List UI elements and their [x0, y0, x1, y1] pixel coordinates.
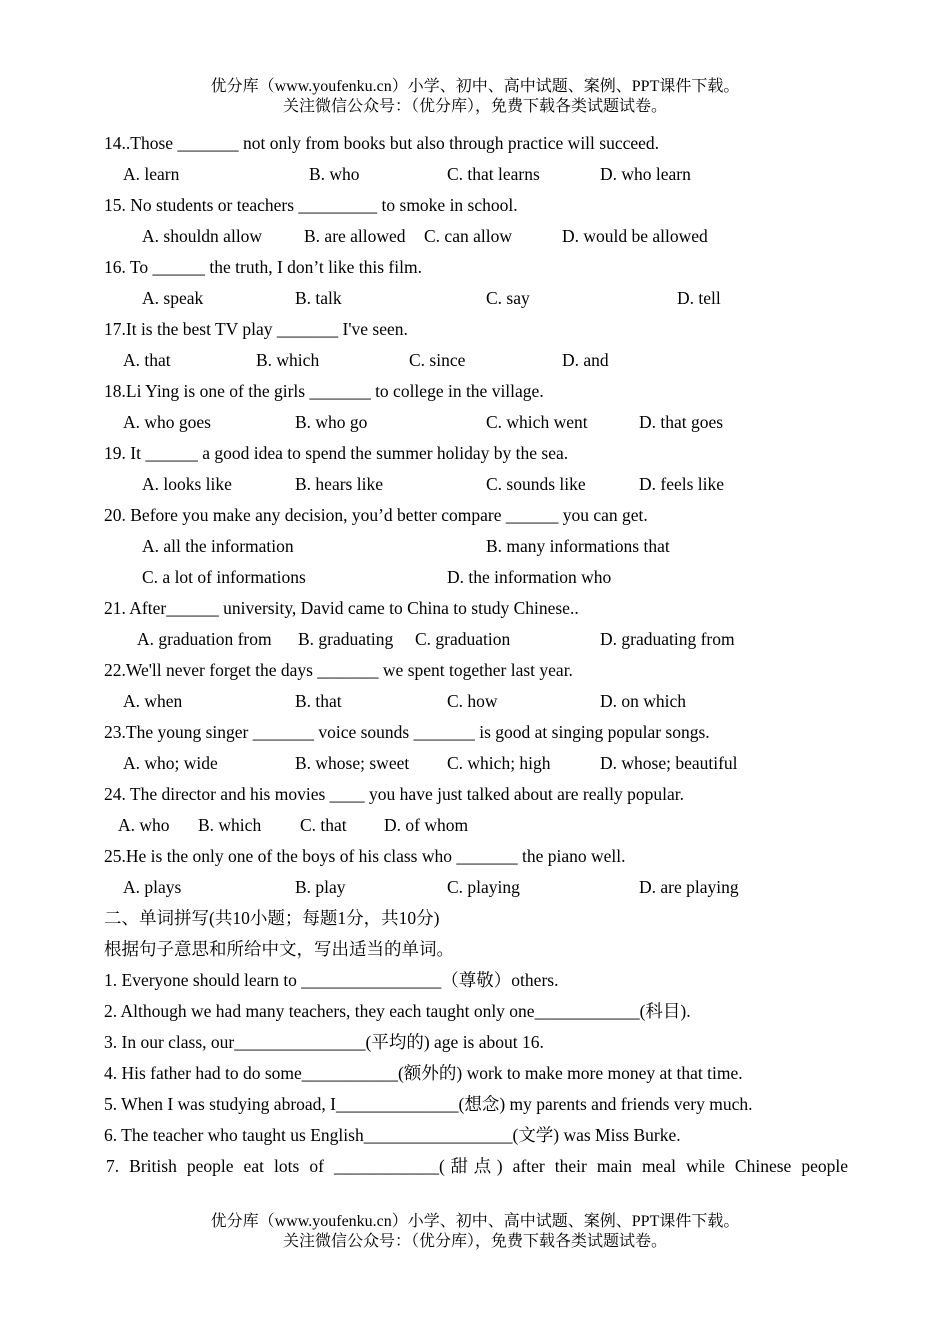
q19-option-c: C. sounds like [486, 474, 586, 494]
q21-option-d: D. graduating from [600, 629, 735, 649]
q20-option-b: B. many informations that [486, 536, 670, 556]
q16-option-a: A. speak [142, 288, 204, 308]
q24-option-c: C. that [300, 815, 347, 835]
q16-option-c: C. say [486, 288, 530, 308]
q25-option-d: D. are playing [639, 877, 739, 897]
question-20-stem: 20. Before you make any decision, you’d better compare ______ you can get. [104, 505, 648, 525]
q17-option-a: A. that [123, 350, 171, 370]
q18-option-a: A. who goes [123, 412, 211, 432]
q25-option-c: C. playing [447, 877, 520, 897]
question-24-stem: 24. The director and his movies ____ you have just talked about are really popular. [104, 784, 684, 804]
spelling-item-7: 7. British people eat lots of ____________(甜点) after their main meal while Chinese people [106, 1156, 848, 1176]
q21-option-b: B. graduating [298, 629, 394, 649]
q18-option-c: C. which went [486, 412, 588, 432]
q22-option-a: A. when [123, 691, 183, 711]
spelling-item-5: 5. When I was studying abroad, I______________(想念) my parents and friends very much. [104, 1094, 753, 1114]
q15-option-a: A. shouldn allow [142, 226, 263, 246]
q17-option-b: B. which [256, 350, 320, 370]
question-25-stem: 25.He is the only one of the boys of his class who _______ the piano well. [104, 846, 626, 866]
q14-option-c: C. that learns [447, 164, 540, 184]
section-2-title: 二、单词拼写(共10小题；每题1分，共10分) [104, 908, 440, 928]
section-2-instruction: 根据句子意思和所给中文，写出适当的单词。 [104, 939, 454, 959]
q14-option-b: B. who [309, 164, 360, 184]
q22-option-d: D. on which [600, 691, 687, 711]
q14-option-a: A. learn [123, 164, 180, 184]
question-23-stem: 23.The young singer _______ voice sounds _______ is good at singing popular songs. [104, 722, 710, 742]
question-19-stem: 19. It ______ a good idea to spend the summer holiday by the sea. [104, 443, 569, 463]
header-line-1: 优分库（www.youfenku.cn）小学、初中、高中试题、案例、PPT课件下载。 [210, 78, 740, 95]
q20-option-d: D. the information who [447, 567, 612, 587]
question-17-stem: 17.It is the best TV play _______ I've seen. [104, 319, 408, 339]
q16-option-b: B. talk [295, 288, 342, 308]
spelling-item-4: 4. His father had to do some___________(额外的) work to make more money at that time. [104, 1063, 743, 1083]
footer-line-2: 关注微信公众号：（优分库），免费下载各类试题试卷。 [282, 1233, 667, 1250]
q19-option-a: A. looks like [142, 474, 232, 494]
q20-option-c: C. a lot of informations [142, 567, 306, 587]
q23-option-c: C. which; high [447, 753, 551, 773]
q15-option-c: C. can allow [424, 226, 512, 246]
q20-option-a: A. all the information [142, 536, 294, 556]
q22-option-c: C. how [447, 691, 498, 711]
q19-option-b: B. hears like [295, 474, 383, 494]
q24-option-a: A. who [118, 815, 170, 835]
spelling-item-3: 3. In our class, our_______________(平均的) age is about 16. [104, 1032, 544, 1052]
spelling-item-1: 1. Everyone should learn to ________________（尊敬）others. [104, 970, 559, 990]
question-21-stem: 21. After______ university, David came to China to study Chinese.. [104, 598, 579, 618]
page-footer [0, 1212, 950, 1252]
q17-option-c: C. since [409, 350, 466, 370]
q17-option-d: D. and [562, 350, 609, 370]
spelling-item-2: 2. Although we had many teachers, they each taught only one____________(科目). [104, 1001, 691, 1021]
q19-option-d: D. feels like [639, 474, 725, 494]
q24-option-b: B. which [198, 815, 262, 835]
q16-option-d: D. tell [677, 288, 721, 308]
q15-option-d: D. would be allowed [562, 226, 708, 246]
header-line-2: 关注微信公众号：（优分库），免费下载各类试题试卷。 [282, 98, 667, 115]
page-header [0, 77, 950, 117]
question-18-stem: 18.Li Ying is one of the girls _______ to college in the village. [104, 381, 544, 401]
q18-option-b: B. who go [295, 412, 368, 432]
q25-option-b: B. play [295, 877, 346, 897]
q15-option-b: B. are allowed [304, 226, 406, 246]
question-14-stem: 14..Those _______ not only from books but also through practice will succeed. [104, 133, 660, 153]
q21-option-c: C. graduation [415, 629, 511, 649]
q14-option-d: D. who learn [600, 164, 691, 184]
footer-line-1: 优分库（www.youfenku.cn）小学、初中、高中试题、案例、PPT课件下载。 [210, 1213, 740, 1230]
q23-option-b: B. whose; sweet [295, 753, 410, 773]
q22-option-b: B. that [295, 691, 342, 711]
question-16-stem: 16. To ______ the truth, I don’t like this film. [104, 257, 422, 277]
q23-option-a: A. who; wide [123, 753, 218, 773]
spelling-item-6: 6. The teacher who taught us English_________________(文学) was Miss Burke. [104, 1125, 681, 1145]
q24-option-d: D. of whom [384, 815, 469, 835]
q23-option-d: D. whose; beautiful [600, 753, 738, 773]
q18-option-d: D. that goes [639, 412, 724, 432]
q21-option-a: A. graduation from [137, 629, 272, 649]
q25-option-a: A. plays [123, 877, 182, 897]
question-15-stem: 15. No students or teachers _________ to smoke in school. [104, 195, 518, 215]
question-22-stem: 22.We'll never forget the days _______ we spent together last year. [104, 660, 573, 680]
